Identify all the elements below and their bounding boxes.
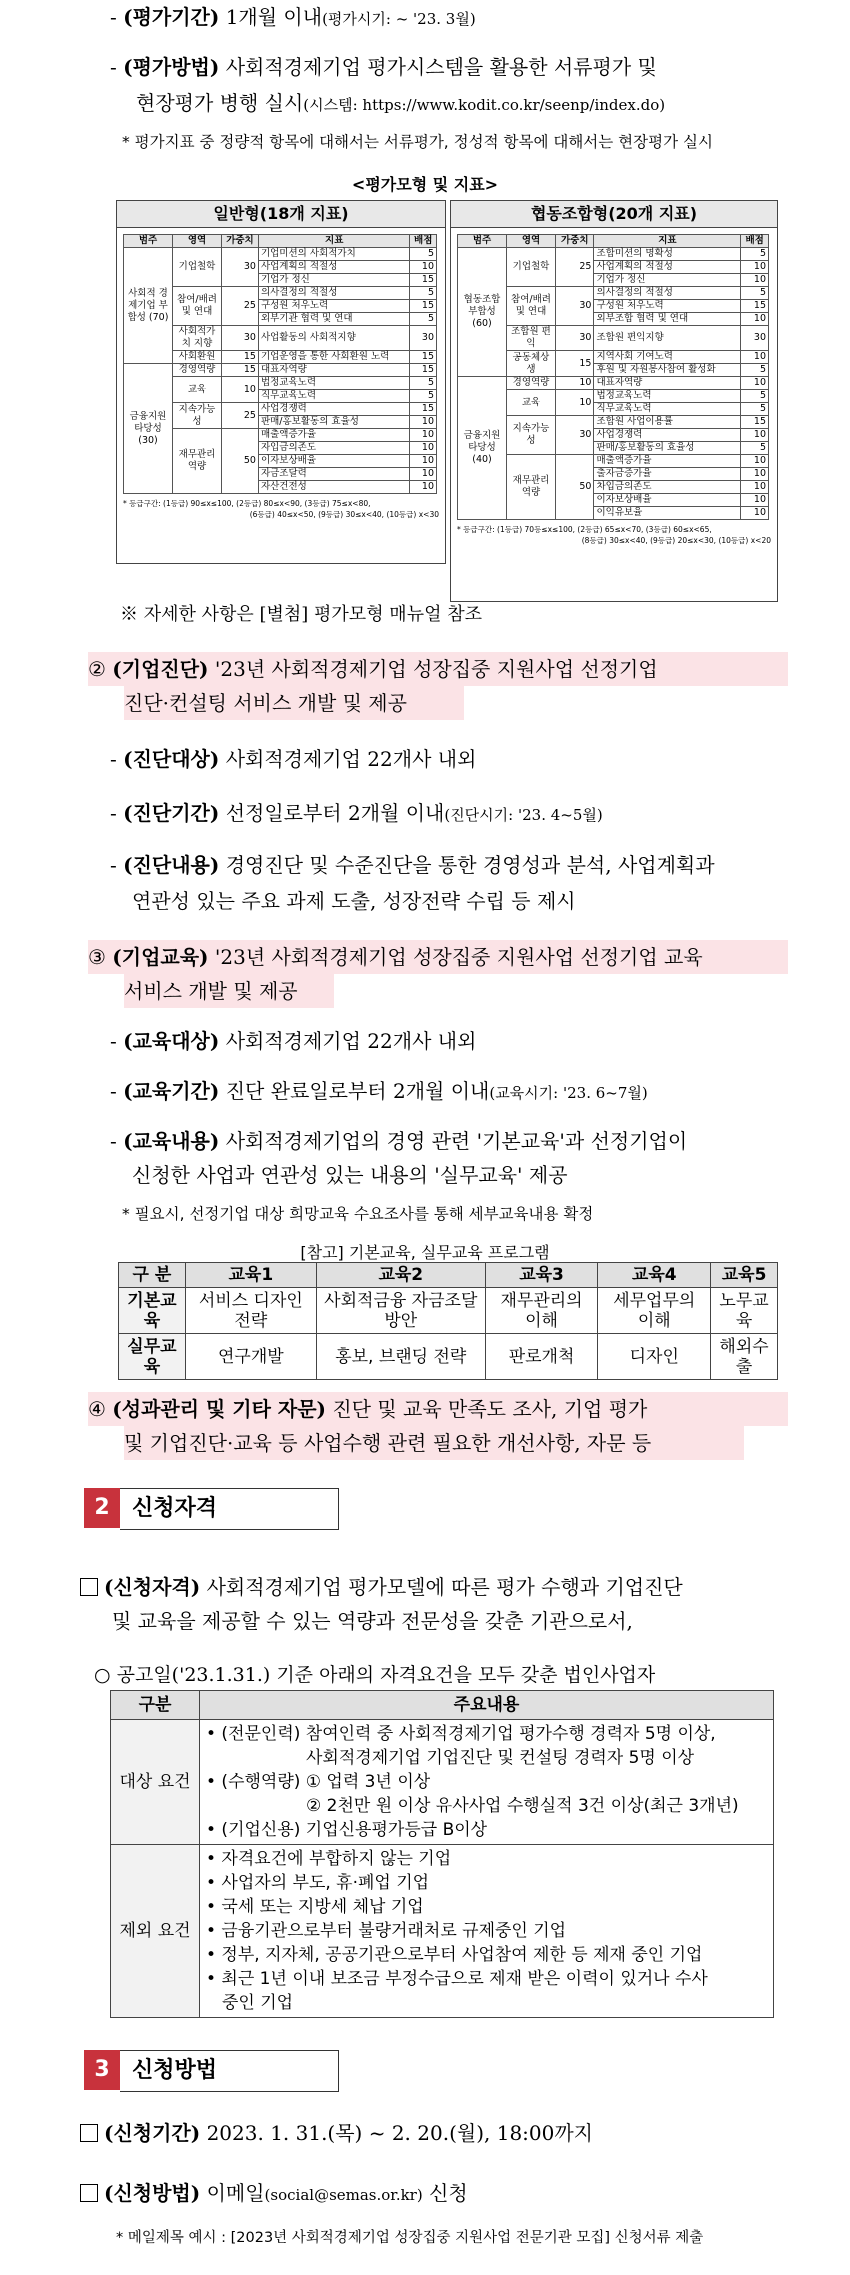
indicator-cell: 자산건전성 [258,481,410,494]
edu-practical-2: 홍보, 브랜딩 전략 [316,1334,485,1380]
apply-method-email[interactable]: (social@semas.or.kr) [264,2186,423,2204]
area-cell: 경영역량 [507,377,556,390]
model-title: <평가모형 및 지표> [351,175,499,194]
diag-target-label: (진단대상) [123,747,220,771]
indicator-cell: 법정교육노력 [594,390,741,403]
edu-practical-5: 해외수출 [711,1334,778,1380]
indicator-cell: 의사결정의 적절성 [594,287,741,300]
qual-exclusion-label: 제외 요건 [111,1845,200,2018]
col-weight: 가중치 [556,235,594,248]
diag-content-label: (진단내용) [123,853,220,877]
edu-header-4: 교육4 [598,1263,711,1288]
item3-number: ③ [88,945,106,969]
coop-grade-note2: (8등급) 30≤x<40, (9등급) 20≤x<30, (10등급) x<20 [581,536,771,545]
edu-period-label: (교육기간) [123,1079,220,1103]
indicator-row [124,364,437,377]
weight-cell: 10 [556,390,594,416]
category-cell: 협동조합 부합성 (60) [458,248,507,377]
col-category: 범주 [124,235,173,248]
area-cell: 기업철학 [507,248,556,287]
diag-period-note: (진단시기: '23. 4~5월) [444,806,603,824]
score-cell: 30 [741,326,769,351]
eval-period-note: (평가시기: ~ '23. 3월) [322,10,476,28]
edu-header-category: 구 분 [119,1263,186,1288]
section3-title: 신청방법 [120,2050,339,2092]
diag-content-line2: 연관성 있는 주요 과제 도출, 성장전략 수립 등 제시 [132,889,576,913]
indicator-cell: 매출액증가율 [258,429,410,442]
score-cell: 30 [410,326,437,351]
indicator-cell: 매출액증가율 [594,455,741,468]
general-grade-note: * 등급구간: (1등급) 90≤x≤100, (2등급) 80≤x<90, (3등급) 75≤x<80, [123,499,371,508]
indicator-cell: 이익유보율 [594,507,741,520]
apply-method-tail: 신청 [422,2181,468,2205]
indicator-row [458,248,769,261]
area-cell: 사회환원 [173,351,222,364]
score-cell: 5 [410,377,437,390]
item3-line1 [88,940,788,974]
qual-exclusion-line: • 자격요건에 부합하지 않는 기업 [206,1849,452,1869]
score-cell: 5 [741,287,769,300]
diag-period-text: 선정일로부터 2개월 이내 [219,801,445,825]
score-cell: 5 [741,364,769,377]
edu-target-text: 사회적경제기업 22개사 내외 [219,1029,477,1053]
item4-line2: 및 기업진단·교육 등 사업수행 관련 필요한 개선사항, 자문 등 [124,1426,744,1460]
edu-basic-4: 세무업무의 이해 [598,1288,711,1334]
edu-practical-label: 실무교육 [119,1334,186,1380]
eval-method-line [110,50,657,84]
qual-target-label: 대상 요건 [111,1720,200,1845]
edu-basic-1: 서비스 디자인 전략 [185,1288,316,1334]
qual-exclusion-line: • 최근 1년 이내 보조금 부정수급으로 제재 받은 이력이 있거나 수사 [206,1969,708,1989]
area-cell: 교육 [507,390,556,416]
qual-exclusion-cell [200,1845,774,2018]
indicator-cell: 이자보상배율 [258,455,410,468]
col-indicator: 지표 [594,235,741,248]
area-cell: 조합원 편익 [507,326,556,351]
item4-line1 [88,1392,788,1426]
item3-line2: 서비스 개발 및 제공 [124,974,334,1008]
coop-model-panel [450,200,778,602]
weight-cell: 30 [222,326,259,351]
diag-content-line: - (진단내용) 경영진단 및 수준진단을 통한 경영성과 분석, 사업계획과 [110,853,715,877]
score-cell: 5 [741,390,769,403]
edu-target-label: (교육대상) [123,1029,220,1053]
coop-model-table [457,234,769,520]
diag-target-text: 사회적경제기업 22개사 내외 [219,747,477,771]
general-model-title: 일반형(18개 지표) [117,201,445,228]
apply-method-text: 이메일 [200,2181,265,2205]
score-cell: 15 [410,364,437,377]
indicator-cell: 기업가 정신 [594,274,741,287]
score-cell: 10 [741,377,769,390]
qual-target-line: 사회적경제기업 기업진단 및 컨설팅 경력자 5명 이상 [306,1748,695,1768]
weight-cell: 10 [222,377,259,403]
col-indicator: 지표 [258,235,410,248]
item2-text: '23년 사회적경제기업 성장집중 지원사업 선정기업 [208,657,658,681]
category-cell: 사회적 경제기업 부합성 (70) [124,248,173,364]
qual-text: 사회적경제기업 평가모델에 따른 평가 수행과 기업진단 [200,1575,683,1599]
indicator-cell: 사업경쟁력 [258,403,410,416]
indicator-cell: 직무교육노력 [258,390,410,403]
item4-text: 진단 및 교육 만족도 조사, 기업 평가 [326,1397,648,1421]
area-cell: 지속가능성 [173,403,222,429]
edu-header-5: 교육5 [711,1263,778,1288]
eval-method-label: (평가방법) [123,55,220,79]
diag-content-text: 경영진단 및 수준진단을 통한 경영성과 분석, 사업계획과 [219,853,715,877]
edu-practical-3: 판로개척 [485,1334,598,1380]
edu-period-line: - (교육기간) 진단 완료일로부터 2개월 이내(교육시기: '23. 6~7월) [110,1079,648,1103]
indicator-cell: 의사결정의 적절성 [258,287,410,300]
score-cell: 10 [410,442,437,455]
indicator-cell: 차입금의존도 [594,481,741,494]
edu-header-3: 교육3 [485,1263,598,1288]
item2-line1 [88,652,788,686]
weight-cell: 10 [556,377,594,390]
item4-label: (성과관리 및 기타 자문) [112,1397,326,1421]
weight-cell: 25 [222,287,259,326]
coop-model-title: 협동조합형(20개 지표) [451,201,777,228]
area-cell: 재무관리역량 [173,429,222,494]
indicator-cell: 후원 및 자원봉사참여 활성화 [594,364,741,377]
item3-text: '23년 사회적경제기업 성장집중 지원사업 선정기업 교육 [208,945,703,969]
indicator-cell: 조합미션의 명확성 [594,248,741,261]
item3-label: (기업교육) [112,945,209,969]
edu-basic-2: 사회적금융 자금조달방안 [316,1288,485,1334]
eval-method-note: (시스템: https://www.kodit.co.kr/seenp/index.do) [303,96,666,114]
qual-target-line: ② 2천만 원 이상 유사사업 수행실적 3건 이상(최근 3개년) [306,1796,739,1816]
area-cell: 교육 [173,377,222,403]
qual-target-line: • (기업신용) 기업신용평가등급 B이상 [206,1820,488,1840]
indicator-cell: 외부조합 협력 및 연대 [594,313,741,326]
qual-exclusion-line: • 국세 또는 지방세 체납 기업 [206,1897,424,1917]
category-cell: 금융지원 타당성 (30) [124,364,173,494]
indicator-row [124,248,437,261]
indicator-cell: 법정교육노력 [258,377,410,390]
indicator-cell: 판매/홍보활동의 효율성 [594,442,741,455]
apply-method-label: (신청방법) [104,2181,201,2205]
qualification-table [110,1690,774,2018]
edu-content-line: - (교육내용) 사회적경제기업의 경영 관련 '기본교육'과 선정기업이 [110,1129,688,1153]
area-cell: 경영역량 [173,364,222,377]
area-cell: 참여/배려 및 연대 [173,287,222,326]
eval-period-text: 1개월 이내 [219,5,323,29]
item2-number: ② [88,657,106,681]
weight-cell: 25 [222,403,259,429]
score-cell: 10 [741,455,769,468]
section2-title: 신청자격 [120,1488,339,1530]
qual-exclusion-line: • 금융기관으로부터 불량거래처로 규제중인 기업 [206,1921,567,1941]
score-cell: 10 [741,429,769,442]
manual-reference: ※ 자세한 사항은 [별첨] 평가모형 매뉴얼 참조 [120,604,482,625]
qual-line1 [80,1570,683,1604]
score-cell: 10 [741,313,769,326]
col-area: 영역 [507,235,556,248]
section2-number: 2 [84,1488,120,1528]
area-cell: 사회적가치 지향 [173,326,222,351]
edu-practical-4: 디자인 [598,1334,711,1380]
score-cell: 5 [410,248,437,261]
area-cell: 공동체상생 [507,351,556,377]
checkbox-icon [80,2124,98,2142]
indicator-cell: 조합원 편익지향 [594,326,741,351]
edu-basic-label: 기본교육 [119,1288,186,1334]
general-model-table [123,234,437,494]
col-weight: 가중치 [222,235,259,248]
weight-cell: 30 [556,326,594,351]
edu-reference-title: [참고] 기본교육, 실무교육 프로그램 [300,1243,550,1262]
apply-period-label: (신청기간) [104,2121,201,2145]
qual-exclusion-line: • 정부, 지자체, 공공기관으로부터 사업참여 제한 등 제재 중인 기업 [206,1945,703,1965]
indicator-cell: 지역사회 기여노력 [594,351,741,364]
score-cell: 10 [410,455,437,468]
weight-cell: 25 [556,248,594,287]
dash: - [110,5,117,29]
weight-cell: 15 [556,351,594,377]
col-score: 배점 [741,235,769,248]
qual-target-line: • (전문인력) 참여인력 중 사회적경제기업 평가수행 경력자 5명 이상, [206,1724,716,1744]
eval-method-text: 사회적경제기업 평가시스템을 활용한 서류평가 및 [219,55,657,79]
apply-period-text: 2023. 1. 31.(목) ~ 2. 20.(월), 18:00까지 [200,2121,593,2145]
indicator-cell: 자금조달력 [258,468,410,481]
indicator-cell: 사업경쟁력 [594,429,741,442]
score-cell: 10 [410,481,437,494]
weight-cell: 30 [556,287,594,326]
indicator-cell: 대표자역량 [594,377,741,390]
indicator-cell: 판매/홍보활동의 효율성 [258,416,410,429]
indicator-cell: 구성원 처우노력 [258,300,410,313]
eval-method-line2 [136,86,665,122]
score-cell: 10 [741,468,769,481]
score-cell: 5 [410,287,437,300]
checkbox-icon [80,1578,98,1596]
score-cell: 5 [741,442,769,455]
qual-target-line: • (수행역량) ① 업력 3년 이상 [206,1772,431,1792]
score-cell: 10 [741,274,769,287]
general-model-panel [116,200,446,564]
weight-cell: 15 [222,351,259,364]
edu-practical-1: 연구개발 [185,1334,316,1380]
diag-period-label: (진단기간) [123,801,220,825]
qual-exclusion-line: 중인 기업 [222,1993,294,2013]
category-cell: 금융지원 타당성 (40) [458,377,507,520]
score-cell: 15 [410,403,437,416]
indicator-cell: 사업활동의 사회적지향 [258,326,410,351]
score-cell: 5 [410,313,437,326]
edu-note: * 필요시, 선정기업 대상 희망교육 수요조사를 통해 세부교육내용 확정 [122,1205,594,1223]
score-cell: 5 [741,248,769,261]
area-cell: 참여/배려 및 연대 [507,287,556,326]
diag-period-line: - (진단기간) 선정일로부터 2개월 이내(진단시기: '23. 4~5월) [110,801,603,825]
eval-method-text2: 현장평가 병행 실시 [136,91,304,115]
qual-target-cell [200,1720,774,1845]
edu-content-text: 사회적경제기업의 경영 관련 '기본교육'과 선정기업이 [219,1129,688,1153]
score-cell: 5 [741,403,769,416]
checkbox-icon [80,2184,98,2202]
edu-period-text: 진단 완료일로부터 2개월 이내 [219,1079,490,1103]
weight-cell: 50 [222,429,259,494]
score-cell: 10 [410,468,437,481]
edu-header-1: 교육1 [185,1263,316,1288]
weight-cell: 50 [556,455,594,520]
coop-grade-note: * 등급구간: (1등급) 70등≤x≤100, (2등급) 65≤x<70, (3등급) 60≤x<65, [457,525,712,534]
score-cell: 15 [410,274,437,287]
indicator-cell: 구성원 처우노력 [594,300,741,313]
indicator-cell: 자입금의존도 [258,442,410,455]
item2-line2: 진단·컨설팅 서비스 개발 및 제공 [124,686,464,720]
area-cell: 지속가능성 [507,416,556,455]
edu-basic-3: 재무관리의 이해 [485,1288,598,1334]
eval-period-label: (평가기간) [123,5,220,29]
eval-period-line [110,0,476,36]
qual-header-category: 구분 [111,1691,200,1720]
score-cell: 15 [410,300,437,313]
item2-label: (기업진단) [112,657,209,681]
edu-content-label: (교육내용) [123,1129,220,1153]
area-cell: 기업철학 [173,248,222,287]
score-cell: 15 [741,300,769,313]
score-cell: 15 [741,416,769,429]
weight-cell: 30 [556,416,594,455]
indicator-cell: 출자금증가율 [594,468,741,481]
score-cell: 10 [410,429,437,442]
edu-program-table [118,1262,778,1380]
indicator-cell: 외부기관 협력 및 연대 [258,313,410,326]
indicator-row [458,377,769,390]
score-cell: 5 [410,390,437,403]
weight-cell: 30 [222,248,259,287]
qual-sub: ○ 공고일('23.1.31.) 기준 아래의 자격요건을 모두 갖춘 법인사업자 [94,1664,656,1686]
area-cell: 재무관리역량 [507,455,556,520]
item4-number: ④ [88,1397,106,1421]
col-score: 배점 [410,235,437,248]
edu-content-line2: 신청한 사업과 연관성 있는 내용의 '실무교육' 제공 [132,1163,568,1187]
score-cell: 10 [410,416,437,429]
score-cell: 10 [741,481,769,494]
score-cell: 15 [410,351,437,364]
score-cell: 10 [741,261,769,274]
section3-number: 3 [84,2050,120,2090]
score-cell: 10 [741,351,769,364]
score-cell: 10 [410,261,437,274]
diag-target-line: - (진단대상) 사회적경제기업 22개사 내외 [110,747,477,771]
col-area: 영역 [173,235,222,248]
qual-header-content: 주요내용 [200,1691,774,1720]
mail-title-note: * 메일제목 예시 : [2023년 사회적경제기업 성장집중 지원사업 전문기관 모집] 신청서류 제출 [116,2230,704,2246]
indicator-cell: 이자보상배율 [594,494,741,507]
indicator-cell: 직무교육노력 [594,403,741,416]
apply-period-line [80,2116,593,2150]
indicator-cell: 조합원 사업이용률 [594,416,741,429]
indicator-cell: 대표자역량 [258,364,410,377]
indicator-cell: 기업미션의 사회적가치 [258,248,410,261]
indicator-cell: 사업계획의 적절성 [594,261,741,274]
edu-basic-5: 노무교육 [711,1288,778,1334]
qual-exclusion-line: • 사업자의 부도, 휴·폐업 기업 [206,1873,430,1893]
indicator-cell: 기업가 정신 [258,274,410,287]
col-category: 범주 [458,235,507,248]
edu-target-line: - (교육대상) 사회적경제기업 22개사 내외 [110,1029,477,1053]
eval-note: * 평가지표 중 정량적 항목에 대해서는 서류평가, 정성적 항목에 대해서는 현장평가 실시 [122,133,713,151]
apply-method-line [80,2176,468,2212]
qual-line2: 및 교육을 제공할 수 있는 역량과 전문성을 갖춘 기관으로서, [112,1609,633,1633]
indicator-cell: 사업계획의 적절성 [258,261,410,274]
indicator-cell: 기업운영을 통한 사회환원 노력 [258,351,410,364]
dash: - [110,55,117,79]
qual-label: (신청자격) [104,1575,201,1599]
score-cell: 10 [741,507,769,520]
edu-header-2: 교육2 [316,1263,485,1288]
general-grade-note2: (6등급) 40≤x<50, (9등급) 30≤x<40, (10등급) x<30 [249,510,439,519]
weight-cell: 15 [222,364,259,377]
edu-period-note: (교육시기: '23. 6~7월) [489,1084,648,1102]
score-cell: 10 [741,494,769,507]
